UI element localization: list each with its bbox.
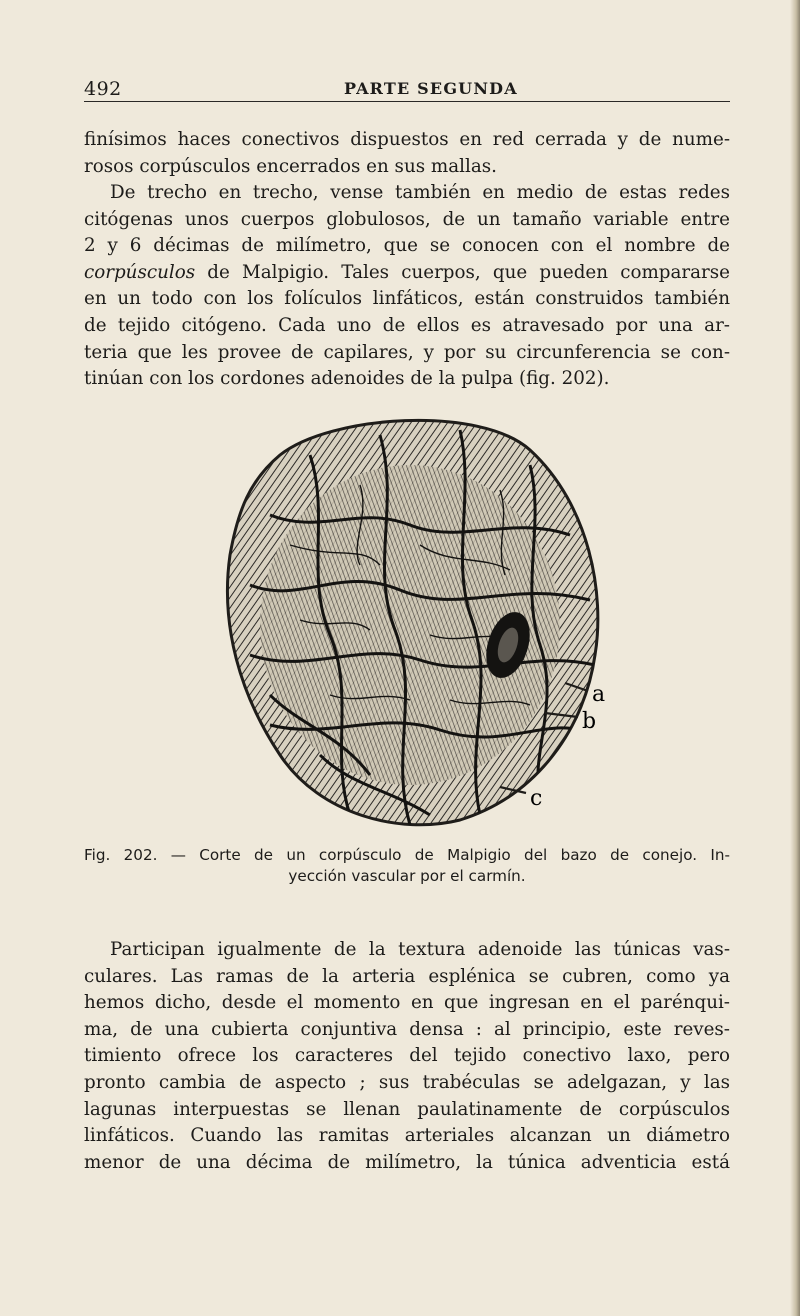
text-line: finísimos haces conectivos dispuestos en red cerrada y de nume- <box>84 129 730 150</box>
text-line: Participan igualmente de la textura adenoide las túnicas vas- <box>110 939 730 960</box>
running-head: PARTE SEGUNDA <box>344 79 518 98</box>
label-a: a <box>592 682 606 707</box>
figure-caption <box>84 845 730 887</box>
text-line: ma, de una cubierta conjuntiva densa : al principio, este reves- <box>84 1018 730 1040</box>
text-line <box>84 260 730 287</box>
text-line: en un todo con los folículos linfáticos, están construidos también <box>84 288 730 310</box>
text-line: pronto cambia de aspecto ; sus trabéculas se adelgazan, y las <box>84 1071 730 1093</box>
malpighian-corpuscle-illustration <box>210 395 610 845</box>
header-rule <box>84 101 730 102</box>
text-line: culares. Las ramas de la arteria esplénica se cubren, como ya <box>84 965 730 987</box>
text-line: timiento ofrece los caracteres del tejido conectivo laxo, pero <box>84 1045 730 1067</box>
label-b: b <box>582 709 597 734</box>
text-run: de Malpigio. Tales cuerpos, que pueden compararse <box>195 261 730 283</box>
text-line: tinúan con los cordones adenoides de la pulpa (fig. 202). <box>84 368 610 390</box>
page-edge-shadow <box>790 0 800 1316</box>
paragraph-1 <box>84 127 730 180</box>
paragraph-2 <box>84 180 730 393</box>
page-header <box>84 78 730 102</box>
paragraph-3 <box>84 937 730 1176</box>
figure-202 <box>210 395 610 845</box>
text-line: 2 y 6 décimas de milímetro, que se conocen con el nombre de <box>84 235 730 257</box>
text-line: menor de una décima de milímetro, la túnica adventicia está <box>84 1151 730 1173</box>
caption-line: yección vascular por el carmín. <box>288 867 526 885</box>
text-line: hemos dicho, desde el momento en que ingresan en el parénqui- <box>84 992 730 1014</box>
text-line: linfáticos. Cuando las ramitas arteriales alcanzan un diámetro <box>84 1125 730 1147</box>
text-line: lagunas interpuestas se llenan paulatinamente de corpúsculos <box>84 1098 730 1120</box>
page-number: 492 <box>84 78 122 100</box>
text-line: citógenas unos cuerpos globulosos, de un tamaño variable entre <box>84 208 730 230</box>
text-line: rosos corpúsculos encerrados en sus mallas. <box>84 155 497 177</box>
italic-term: corpúsculos <box>84 261 196 283</box>
text-line: De trecho en trecho, vense también en medio de estas redes <box>110 182 730 203</box>
text-line: teria que les provee de capilares, y por su circunferencia se con- <box>84 341 730 363</box>
label-c: c <box>530 786 543 811</box>
text-line: de tejido citógeno. Cada uno de ellos es atravesado por una ar- <box>84 314 730 336</box>
caption-line: Fig. 202. — Corte de un corpúsculo de Malpigio del bazo de conejo. In- <box>84 846 730 864</box>
